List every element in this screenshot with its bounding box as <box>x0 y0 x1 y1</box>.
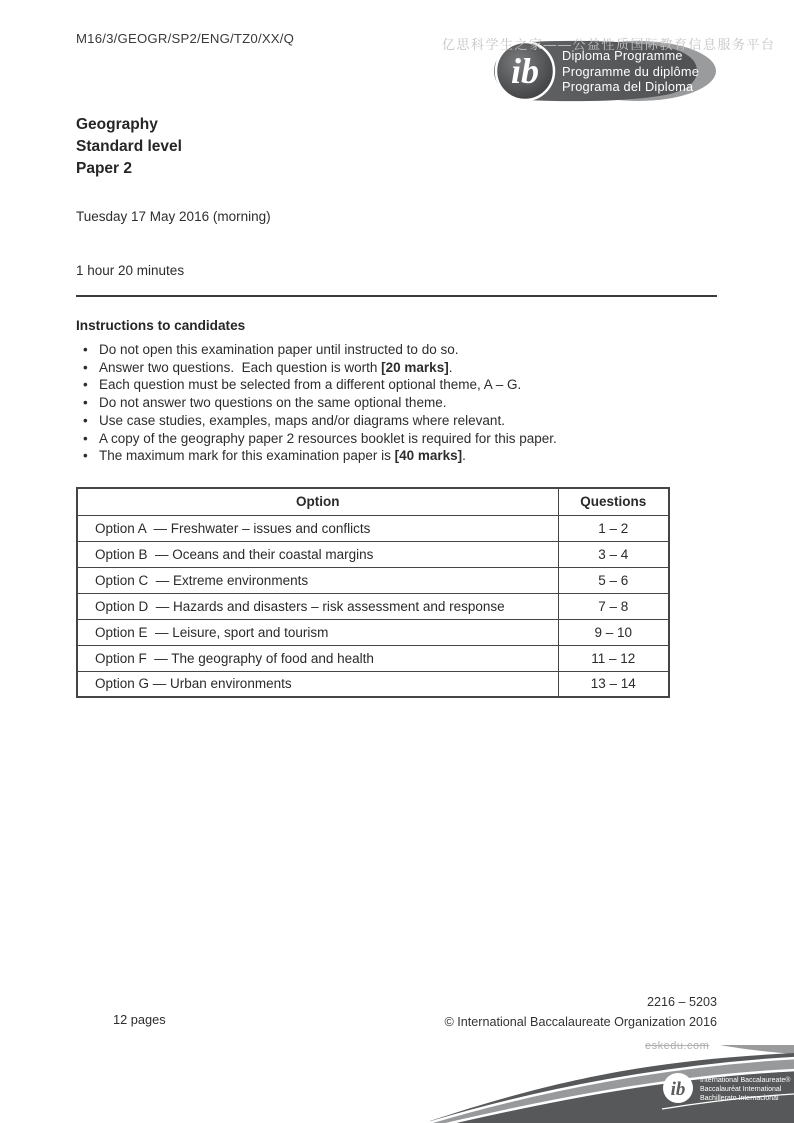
programme-line-es: Programa del Diploma <box>562 79 694 95</box>
instruction-post: . <box>462 448 466 464</box>
option-cell: Option E — Leisure, sport and tourism <box>77 619 558 645</box>
instruction-text: • A copy of the geography paper 2 resources booklet is required for this paper. <box>99 430 557 446</box>
instruction-text: • Each question must be selected from a different optional theme, A – G. <box>99 377 522 393</box>
instruction-bold: [20 marks] <box>381 359 449 375</box>
footer-publication-block <box>444 992 717 1032</box>
ib-monogram: ib <box>510 51 540 91</box>
option-cell: Option C — Extreme environments <box>77 567 558 593</box>
questions-cell: 5 – 6 <box>558 567 669 593</box>
instructions-list <box>83 341 723 465</box>
table-row <box>77 619 669 645</box>
instruction-item <box>83 341 723 359</box>
exam-date: Tuesday 17 May 2016 (morning) <box>76 209 271 224</box>
ib-monogram-small: ib <box>670 1079 686 1100</box>
column-header-questions: Questions <box>558 488 669 515</box>
option-cell: Option B — Oceans and their coastal margins <box>77 541 558 567</box>
exam-paper-code: M16/3/GEOGR/SP2/ENG/TZ0/XX/Q <box>76 31 295 46</box>
questions-cell: 9 – 10 <box>558 619 669 645</box>
table-row <box>77 645 669 671</box>
instruction-bold: [40 marks] <box>394 448 463 464</box>
questions-cell: 7 – 8 <box>558 593 669 619</box>
instruction-item <box>83 376 723 394</box>
instruction-item <box>83 430 723 448</box>
instructions-heading: Instructions to candidates <box>76 318 246 333</box>
questions-cell: 13 – 14 <box>558 671 669 697</box>
option-cell: Option F — The geography of food and health <box>77 645 558 671</box>
org-name-fr: Baccalauréat International <box>700 1086 782 1093</box>
table-row <box>77 671 669 697</box>
programme-line-en: Diploma Programme <box>562 48 683 63</box>
watermark-bottom: eskedu.com <box>645 1040 710 1052</box>
table-row <box>77 567 669 593</box>
org-name-es: Bachillerato Internacional <box>700 1095 779 1102</box>
option-cell: Option G — Urban environments <box>77 671 558 697</box>
ib-corner-logo <box>430 1045 794 1123</box>
copyright-notice: © International Baccalaureate Organization 2016 <box>444 1015 717 1029</box>
questions-cell: 1 – 2 <box>558 515 669 541</box>
instruction-item <box>83 359 723 377</box>
page-count: 12 pages <box>113 1012 166 1027</box>
org-name-en: International Baccalaureate® <box>700 1077 791 1084</box>
exam-duration: 1 hour 20 minutes <box>76 263 185 278</box>
subject-title: Geography <box>76 116 158 133</box>
level-title: Standard level <box>76 138 182 155</box>
instruction-text: • Use case studies, examples, maps and/or diagrams where relevant. <box>99 412 505 428</box>
instruction-text: • Do not answer two questions on the same optional theme. <box>99 395 447 411</box>
questions-cell: 11 – 12 <box>558 645 669 671</box>
paper-number: Paper 2 <box>76 160 133 177</box>
instruction-post: . <box>448 359 453 375</box>
swoosh-light-corner <box>720 1045 794 1054</box>
horizontal-rule <box>76 295 717 297</box>
instruction-item <box>83 447 723 465</box>
option-cell: Option D — Hazards and disasters – risk assessment and response <box>77 593 558 619</box>
programme-name-lines <box>562 48 699 95</box>
instruction-item <box>83 394 723 412</box>
programme-line-fr: Programme du diplôme <box>562 63 700 79</box>
watermark-top: 亿思科学生之家——公益性质国际教育信息服务平台 <box>442 37 776 52</box>
table-row <box>77 515 669 541</box>
publication-code: 2216 – 5203 <box>646 995 717 1009</box>
table-row <box>77 593 669 619</box>
column-header-option: Option <box>77 488 558 515</box>
instruction-text: • Answer two questions. Each question is worth <box>99 359 382 375</box>
questions-cell: 3 – 4 <box>558 541 669 567</box>
option-cell: Option A — Freshwater – issues and conflicts <box>77 515 558 541</box>
table-header-row <box>77 488 669 515</box>
instruction-item <box>83 412 723 430</box>
table-row <box>77 541 669 567</box>
instruction-text: • The maximum mark for this examination paper is <box>99 448 395 464</box>
options-table <box>76 487 670 698</box>
paper-title-block <box>76 114 182 180</box>
instruction-text: • Do not open this examination paper until instructed to do so. <box>99 342 459 357</box>
